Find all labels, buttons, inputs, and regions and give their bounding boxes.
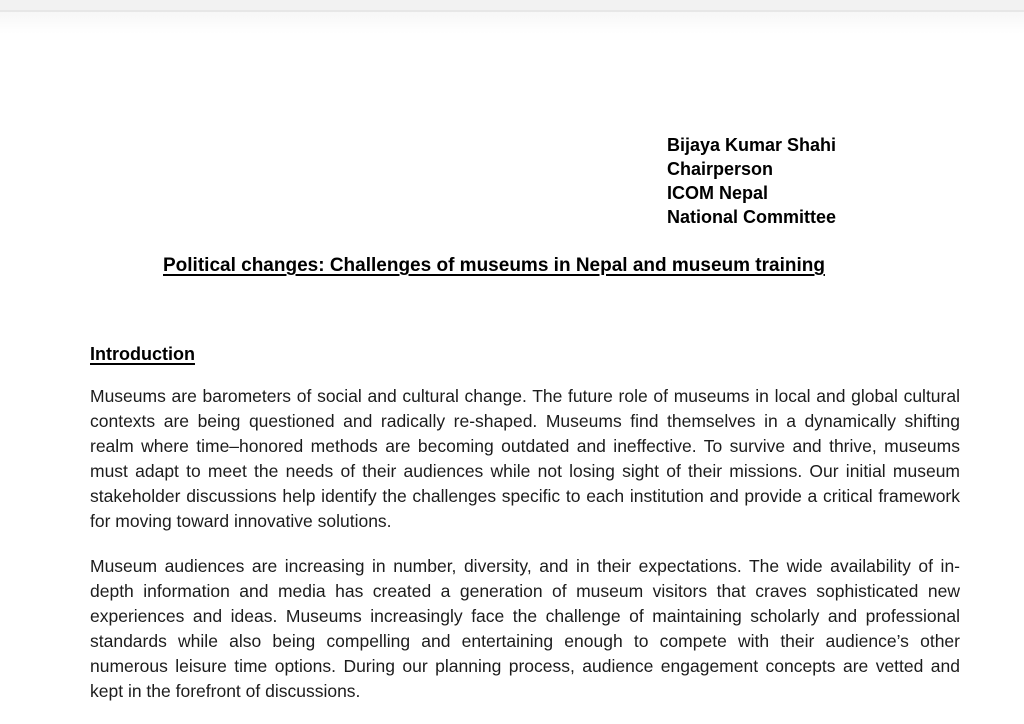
author-role: Chairperson (667, 159, 774, 179)
section-heading-introduction (90, 344, 195, 365)
document-title-text: Political changes: Challenges of museums in Nepal and museum training (163, 255, 825, 276)
top-bar-shadow (0, 12, 1024, 34)
section-heading-text: Introduction (90, 344, 195, 364)
author-name: Bijaya Kumar Shahi (667, 135, 837, 155)
author-committee: National Committee (667, 207, 837, 227)
paragraph-2: Museum audiences are increasing in number, diversity, and in their expectations. The wide availability of in-depth information and media has created a generation of museum visitors that craves sophisticated new experiences and ideas. Museums increasingly face the challenge of maintaining scholarly and professional standards while also being compelling and entertaining enough to compete with their audience’s other numerous leisure time options. During our planning process, audience engagement concepts are vetted and kept in the forefront of discussions. (90, 556, 960, 701)
author-block (667, 133, 836, 229)
author-organization: ICOM Nepal (667, 183, 769, 203)
document-title (30, 255, 958, 277)
paragraph-1: Museums are barometers of social and cultural change. The future role of museums in local and global cultural contexts are being questioned and radically re-shaped. Museums find themselves in a dynamically shifting realm where time–honored methods are becoming outdated and ineffective. To survive and thrive, museums must adapt to meet the needs of their audiences while not losing sight of their missions. Our initial museum stakeholder discussions help identify the challenges specific to each institution and provide a critical framework for moving toward innovative solutions. (90, 386, 960, 531)
top-bar (0, 0, 1024, 12)
